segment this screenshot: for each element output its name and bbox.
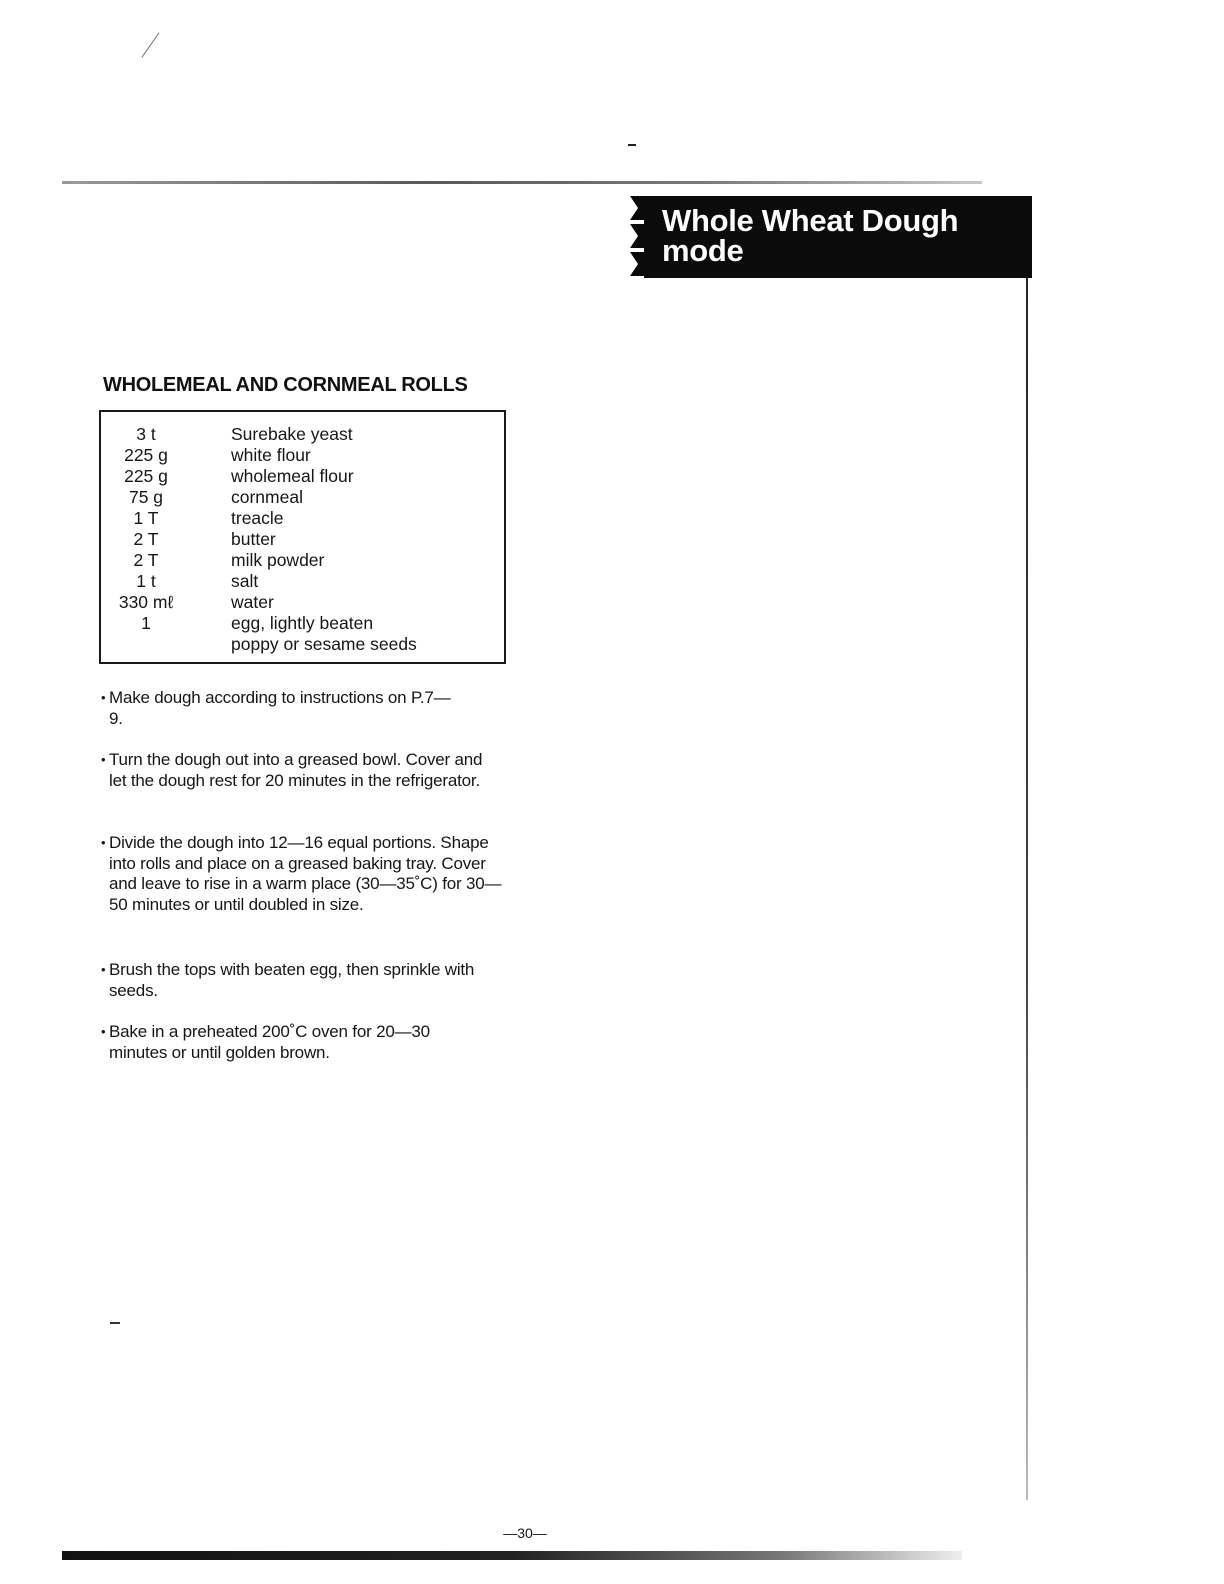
ingredient-name: wholemeal flour [231, 466, 354, 486]
chevron-icon [630, 196, 660, 278]
step-text: Bake in a preheated 200˚C oven for 20—30 minutes or until golden brown. [109, 1022, 430, 1062]
mode-banner [630, 196, 1032, 278]
bullet: • [101, 690, 106, 705]
bullet: • [101, 1024, 106, 1039]
method-step [101, 1022, 476, 1063]
ingredient-row [101, 571, 504, 592]
ingredient-row [101, 529, 504, 550]
bullet: • [101, 835, 106, 850]
ingredient-name: water [231, 592, 274, 612]
ingredient-qty: 2 T [133, 529, 159, 549]
method-step [101, 688, 461, 729]
ingredient-row [101, 466, 504, 487]
ingredient-qty: 225 g [124, 445, 168, 465]
ingredient-row [101, 445, 504, 466]
method-step [101, 750, 496, 791]
ingredient-row [101, 613, 504, 634]
method-step [101, 960, 491, 1001]
ingredient-name: egg, lightly beaten [231, 613, 374, 633]
bottom-rule [62, 1551, 962, 1560]
ingredient-name: salt [231, 571, 259, 591]
ingredients-box [99, 410, 506, 664]
step-text: Brush the tops with beaten egg, then sprinkle with seeds. [109, 960, 475, 1000]
ingredient-name: poppy or sesame seeds [231, 634, 417, 654]
ingredient-qty: 330 mℓ [118, 592, 174, 612]
ingredient-row [101, 550, 504, 571]
ingredient-name: butter [231, 529, 276, 549]
ingredient-qty: 1 [141, 613, 151, 633]
ingredient-row [101, 424, 504, 445]
ingredient-qty: 2 T [133, 550, 159, 570]
ingredient-name: white flour [231, 445, 311, 465]
scan-mark [110, 1322, 120, 1324]
ingredient-row [101, 487, 504, 508]
bullet: • [101, 962, 106, 977]
ingredient-name: cornmeal [231, 487, 303, 507]
ingredient-qty: 3 t [136, 424, 156, 444]
ingredient-qty: 1 t [136, 571, 156, 591]
top-rule [62, 181, 982, 184]
ingredient-row [101, 508, 504, 529]
ingredient-qty: 1 T [133, 508, 159, 528]
step-text: Divide the dough into 12—16 equal portions. Shape into rolls and place on a greased baking tray. Cover and leave to rise in a warm place (30—35˚C) for 30—50 minutes or until doubled in size. [109, 833, 502, 914]
bullet: • [101, 752, 106, 767]
step-text: Make dough according to instructions on P.7—9. [109, 688, 451, 728]
page-number: —30— [503, 1525, 547, 1541]
recipe-title: WHOLEMEAL AND CORNMEAL ROLLS [103, 374, 468, 396]
mode-title-line2: mode [662, 233, 744, 268]
ingredient-row [101, 592, 504, 613]
method-step [101, 833, 516, 915]
scan-mark [628, 144, 636, 146]
margin-rule [1026, 200, 1028, 1500]
mode-title [662, 203, 1022, 268]
ingredient-name: Surebake yeast [231, 424, 353, 444]
ingredient-qty: 75 g [128, 487, 164, 507]
ingredient-qty: 225 g [124, 466, 168, 486]
ingredient-name: milk powder [231, 550, 325, 570]
ingredient-row [101, 634, 504, 655]
step-text: Turn the dough out into a greased bowl. Cover and let the dough rest for 20 minutes in the refrigerator. [109, 750, 483, 790]
ingredient-name: treacle [231, 508, 284, 528]
scan-mark [141, 32, 159, 57]
mode-title-line1: Whole Wheat Dough [662, 203, 959, 238]
